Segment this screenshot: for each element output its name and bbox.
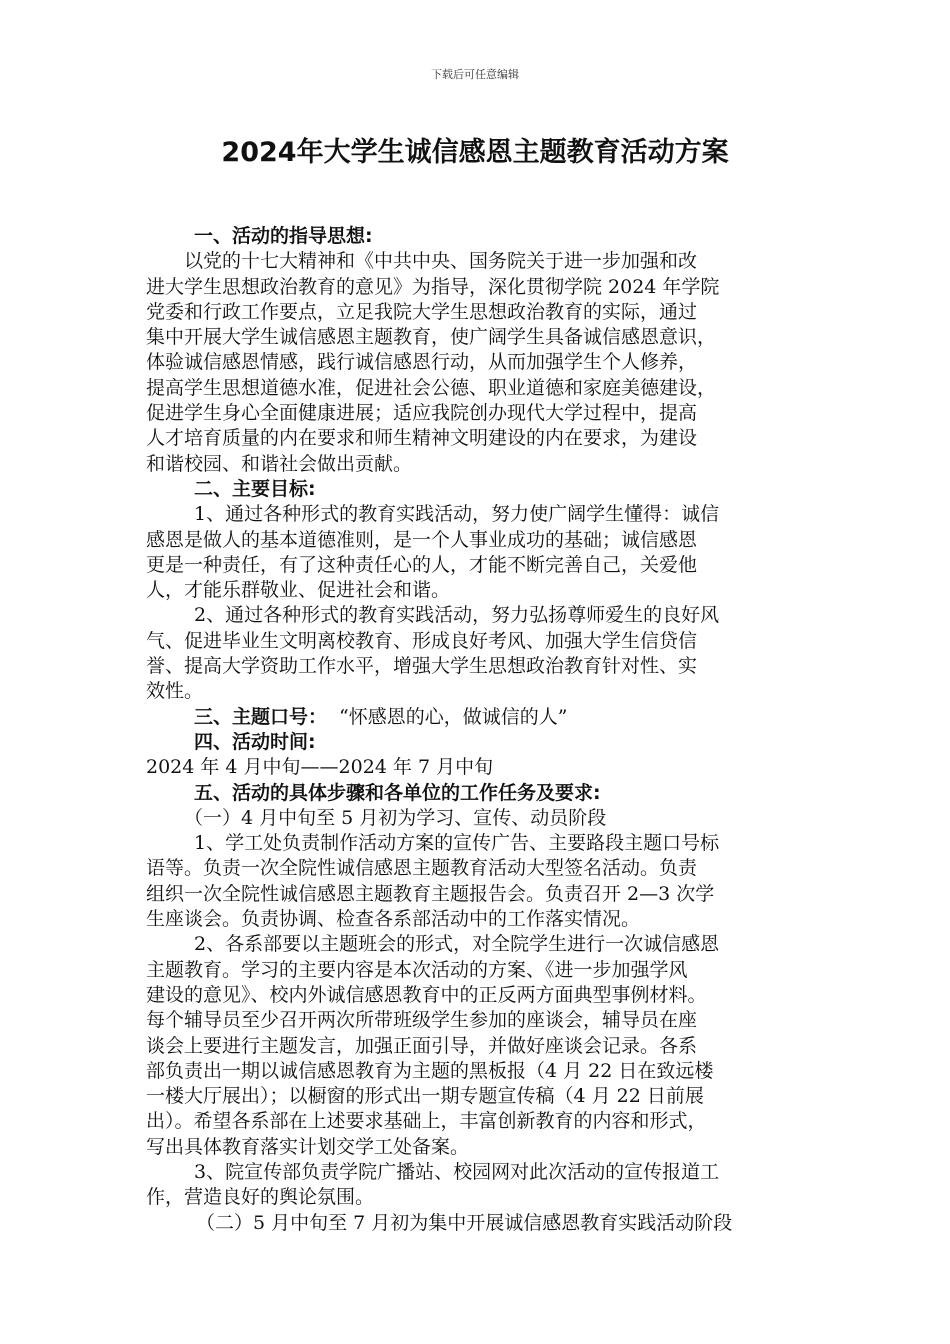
body-text-line [146,426,806,451]
body-text-line [146,806,806,831]
line-text: 提高学生思想道德水准，促进社会公德、职业道德和家庭美德建设， [146,376,717,399]
section-heading [146,705,806,730]
body-text-line [146,856,806,881]
body-text-line [146,755,806,780]
line-text: （一）4 月中旬至 5 月初为学习、宣传、动员阶段 [184,806,607,829]
body-text-line [146,502,806,527]
line-text: 出）。希望各系部在上述要求基础上，丰富创新教育的内容和形式， [146,1110,707,1133]
line-text: 部负责出一期以诚信感恩教育为主题的黑板报（4 月 22 日在致远楼 [146,1059,714,1082]
line-text: 生座谈会。负责协调、检查各系部活动中的工作落实情况。 [146,908,641,931]
body-text-line [146,578,806,603]
line-text: 体验诚信感恩情感，践行诚信感恩行动，从而加强学生个人修养， [146,351,698,374]
body-text-line [146,401,806,426]
line-text: 气、促进毕业生文明离校教育、形成良好考风、加强大学生信贷信 [146,629,698,652]
heading-text: 一、活动的指导思想: [194,225,373,247]
body-text-line [146,275,806,300]
section-heading [146,730,806,755]
body-text-line [146,654,806,679]
heading-text: 二、主要目标: [194,477,316,500]
line-text: 每个辅导员至少召开两次所带班级学生参加的座谈会，辅导员在座 [146,1009,698,1032]
heading-text: 三、主题口号： [194,705,328,728]
body-text-line [146,983,806,1008]
line-text: 一楼大厅展出）；以橱窗的形式出一期专题宣传稿（4 月 22 日前展 [146,1085,704,1108]
body-text-line [146,1185,806,1210]
line-text: 语等。负责一次全院性诚信感恩主题教育活动大型签名活动。负责 [146,857,698,880]
document-title: 2024年大学生诚信感恩主题教育活动方案 [221,137,729,168]
body-text-line [146,1084,806,1109]
line-text: 谈会上要进行主题发言，加强正面引导，并做好座谈会记录。各系 [146,1034,698,1057]
body-text-line [146,831,806,856]
line-text: 作，营造良好的舆论氛围。 [146,1186,375,1209]
line-text: 建设的意见》、校内外诚信感恩教育中的正反两方面典型事例材料。 [146,983,707,1006]
line-text: 进大学生思想政治教育的意见》为指导，深化贯彻学院 2024 年学院 [146,275,720,298]
line-text: 3、院宣传部负责学院广播站、校园网对此次活动的宣传报道工 [194,1160,720,1183]
line-text: 1、学工处负责制作活动方案的宣传广告、主要路段主题口号标 [194,832,720,855]
body-text-line [146,249,806,274]
body-text-line [146,1135,806,1160]
body-text-line [146,932,806,957]
line-text: 集中开展大学生诚信感恩主题教育，使广阔学生具备诚信感恩意识， [146,326,717,349]
body-text-line [146,350,806,375]
line-text: （二）5 月中旬至 7 月初为集中开展诚信感恩教育实践活动阶段 [196,1211,733,1234]
line-text: 促进学生身心全面健康进展；适应我院创办现代大学过程中，提高 [146,402,698,425]
body-text-line [146,376,806,401]
body-text-line [146,1034,806,1059]
body-text-line [146,325,806,350]
document-body [146,224,806,1236]
line-text: 人才培育质量的内在要求和师生精神文明建设的内在要求，为建设 [146,427,698,450]
heading-text: 四、活动时间: [194,730,316,753]
header-note: 下载后可任意编辑 [431,68,519,81]
section-heading [146,477,806,502]
body-text-line [146,1160,806,1185]
body-text-line [146,603,806,628]
line-text: 誉、提高大学资助工作水平，增强大学生思想政治教育针对性、实 [146,655,698,678]
body-text-line [146,553,806,578]
section-heading [146,224,806,249]
line-text: 人，才能乐群敬业、促进社会和谐。 [146,579,451,602]
line-text: 党委和行政工作要点，立足我院大学生思想政治教育的实际，通过 [146,300,698,323]
theme-slogan: “怀感恩的心，做诚信的人” [339,705,568,728]
section-heading [146,781,806,806]
body-text-line [146,1008,806,1033]
body-text-line [146,300,806,325]
body-text-line [146,452,806,477]
line-text: 效性。 [146,680,204,703]
line-text: 2024 年 4 月中旬——2024 年 7 月中旬 [146,756,494,779]
body-text-line [146,1109,806,1134]
line-text: 2、通过各种形式的教育实践活动，努力弘扬尊师爱生的良好风 [194,604,720,627]
heading-text: 五、活动的具体步骤和各单位的工作任务及要求: [194,781,601,804]
line-text: 1、通过各种形式的教育实践活动，努力使广阔学生懂得：诚信 [194,503,720,526]
body-text-line [146,679,806,704]
body-text-line [146,528,806,553]
body-text-line [146,907,806,932]
body-text-line [146,958,806,983]
line-text: 写出具体教育落实计划交学工处备案。 [146,1135,470,1158]
body-text-line [146,1211,806,1236]
line-text: 组织一次全院性诚信感恩主题教育主题报告会。负责召开 2—3 次学 [146,882,715,905]
line-text: 主题教育。学习的主要内容是本次活动的方案、《进一步加强学风 [146,958,688,981]
body-text-line [146,629,806,654]
body-text-line [146,1059,806,1084]
line-text: 以党的十七大精神和《中共中央、国务院关于进一步加强和改 [184,250,698,273]
line-text: 更是一种责任，有了这种责任心的人，才能不断完善自己，关爱他 [146,553,698,576]
line-text: 和谐校园、和谐社会做出贡献。 [146,452,413,475]
line-text: 感恩是做人的基本道德准则，是一个人事业成功的基础；诚信感恩 [146,528,698,551]
line-text: 2、各系部要以主题班会的形式，对全院学生进行一次诚信感恩 [194,933,720,956]
body-text-line [146,882,806,907]
